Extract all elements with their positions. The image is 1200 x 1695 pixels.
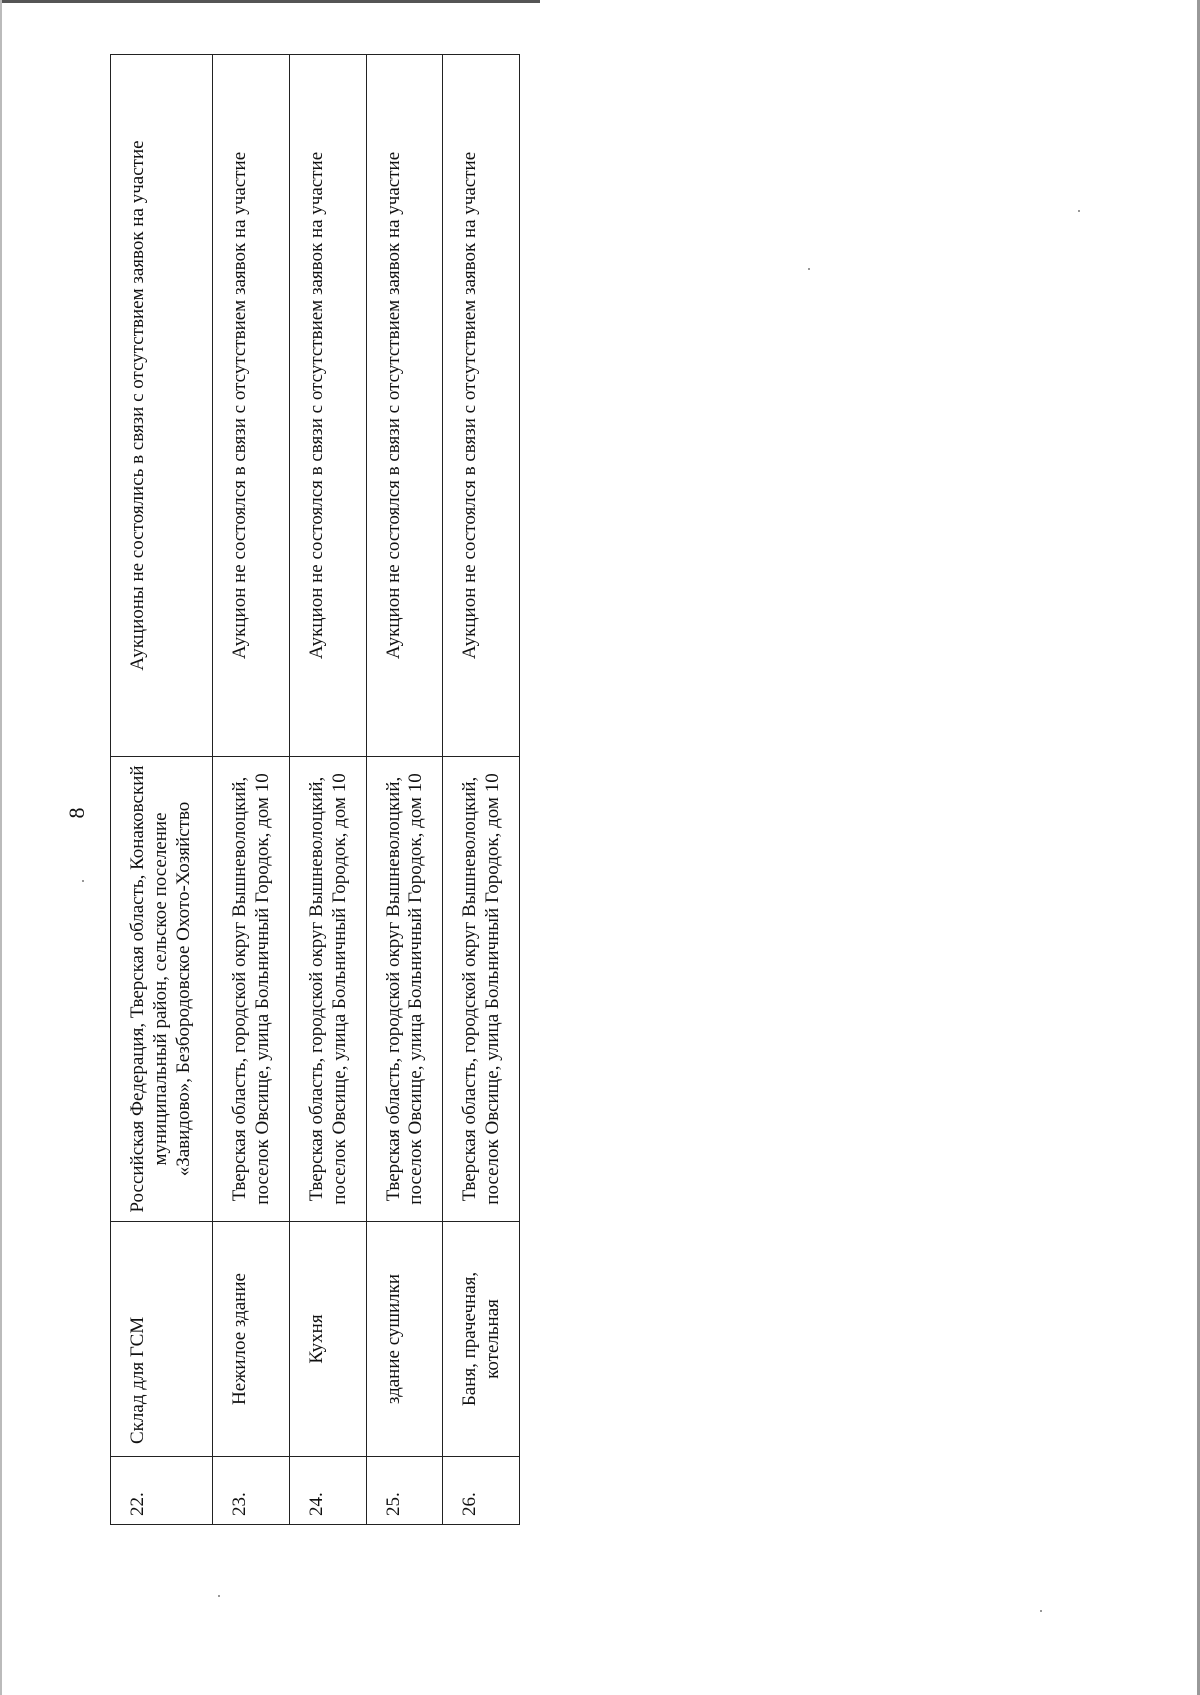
table-row (443, 55, 520, 1525)
object-name: Склад для ГСМ (111, 1222, 213, 1457)
row-number: 25. (366, 1457, 443, 1525)
object-name: здание сушилки (366, 1222, 443, 1457)
table-row (111, 55, 213, 1525)
object-name: Нежилое здание (213, 1222, 290, 1457)
page-number: 8 (64, 807, 89, 819)
scan-speck (808, 268, 810, 270)
auction-objects-table (110, 54, 520, 1525)
auction-result: Аукцион не состоялся в связи с отсутствием заявок на участие (443, 55, 520, 757)
table-row (366, 55, 443, 1525)
row-number: 24. (289, 1457, 366, 1525)
rotated-table-wrapper (110, 55, 520, 1525)
object-address: Тверская область, городской округ Вышневолоцкий, поселок Овсище, улица Больничный Городок, дом 10 (366, 757, 443, 1222)
table-row (213, 55, 290, 1525)
scan-artifact-top (0, 0, 540, 3)
auction-result: Аукцион не состоялся в связи с отсутствием заявок на участие (213, 55, 290, 757)
object-name: Кухня (289, 1222, 366, 1457)
object-address: Тверская область, городской округ Вышневолоцкий, поселок Овсище, улица Больничный Городок, дом 10 (289, 757, 366, 1222)
row-number: 23. (213, 1457, 290, 1525)
scan-speck (218, 1595, 220, 1597)
row-number: 22. (111, 1457, 213, 1525)
scan-speck (1040, 1610, 1042, 1612)
auction-result: Аукционы не состоялись в связи с отсутствием заявок на участие (111, 55, 213, 757)
scan-speck (1078, 210, 1080, 212)
object-address: Тверская область, городской округ Вышневолоцкий, поселок Овсище, улица Больничный Городок, дом 10 (443, 757, 520, 1222)
object-address: Российская Федерация, Тверская область, Конаковский муниципальный район, сельское поселение «Завидово», Безбородовское Охото-Хозяйство (111, 757, 213, 1222)
row-number: 26. (443, 1457, 520, 1525)
scan-artifact-left-edge (0, 0, 2, 1695)
table-row (289, 55, 366, 1525)
object-name: Баня, прачечная, котельная (443, 1222, 520, 1457)
scan-speck (82, 880, 84, 882)
auction-result: Аукцион не состоялся в связи с отсутствием заявок на участие (366, 55, 443, 757)
auction-result: Аукцион не состоялся в связи с отсутствием заявок на участие (289, 55, 366, 757)
object-address: Тверская область, городской округ Вышневолоцкий, поселок Овсище, улица Больничный Городок, дом 10 (213, 757, 290, 1222)
